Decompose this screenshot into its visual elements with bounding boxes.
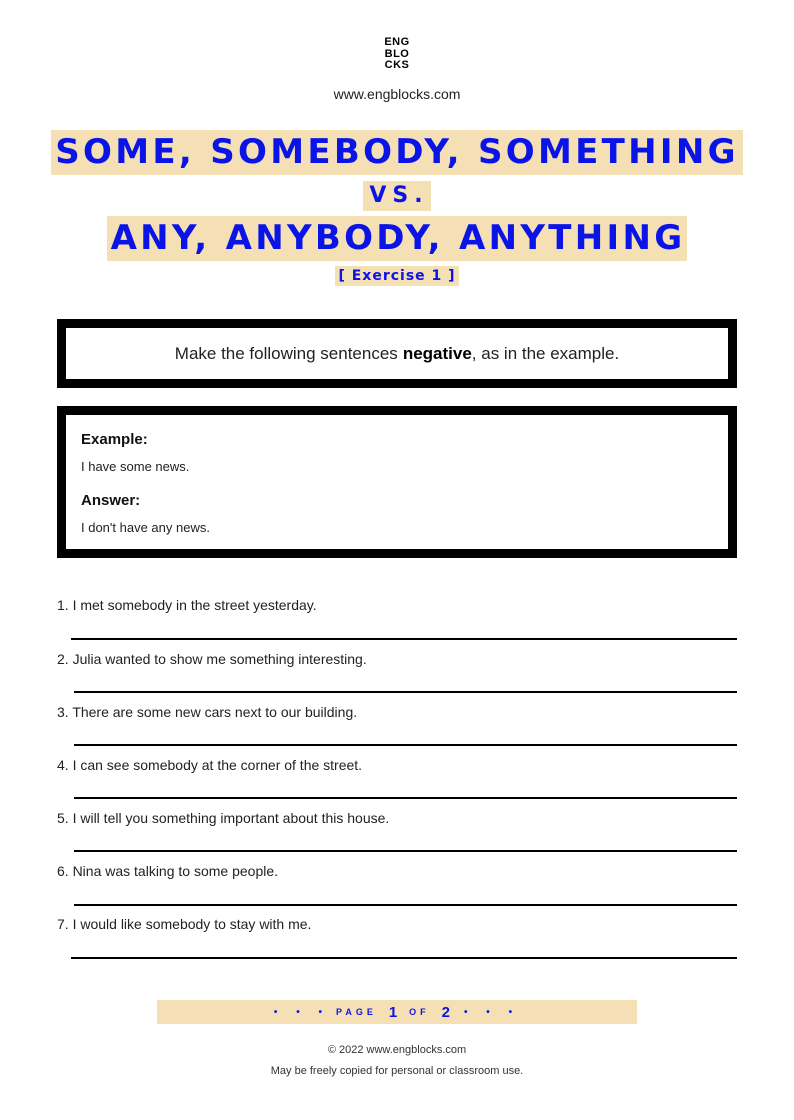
example-box bbox=[57, 406, 737, 558]
instruction-text: Make the following sentences bbox=[174, 343, 398, 363]
pager-page-label: PAGE bbox=[335, 1007, 377, 1017]
instruction-bold: negative bbox=[402, 343, 472, 363]
title-line-3-wrap bbox=[0, 216, 794, 261]
pager-dots-right: • • • bbox=[464, 1006, 521, 1018]
instruction-box bbox=[57, 319, 737, 388]
answer-line-2[interactable] bbox=[74, 691, 737, 693]
exercise-label-wrap bbox=[0, 266, 794, 286]
answer-line-6[interactable] bbox=[74, 904, 737, 906]
title-line-1-wrap bbox=[0, 130, 794, 175]
logo-line-1: ENG bbox=[384, 36, 410, 48]
question-1: 1. I met somebody in the street yesterday. bbox=[57, 597, 317, 613]
question-5: 5. I will tell you something important about this house. bbox=[57, 810, 390, 826]
pager-of-label: OF bbox=[409, 1007, 430, 1017]
exercise-label: [ Exercise 1 ] bbox=[335, 266, 458, 286]
site-url: www.engblocks.com bbox=[333, 86, 461, 102]
pager-dots-left: • • • bbox=[273, 1006, 330, 1018]
question-3: 3. There are some new cars next to our building. bbox=[57, 704, 358, 720]
title-line-2-wrap bbox=[0, 181, 794, 211]
title-line-3: ANY, ANYBODY, ANYTHING bbox=[107, 216, 688, 261]
footer-copyright: © 2022 www.engblocks.com bbox=[327, 1044, 467, 1056]
title-versus: VS. bbox=[363, 181, 430, 211]
logo-line-3: CKS bbox=[384, 59, 410, 71]
question-6: 6. Nina was talking to some people. bbox=[57, 863, 279, 879]
pager-current-page: 1 bbox=[388, 1003, 398, 1021]
engblocks-logo bbox=[0, 37, 794, 72]
answer-line-1[interactable] bbox=[71, 638, 737, 640]
instruction-text-end: , as in the example. bbox=[471, 343, 620, 363]
footer-license: May be freely copied for personal or classroom use. bbox=[270, 1065, 524, 1077]
title-line-1: SOME, SOMEBODY, SOMETHING bbox=[51, 130, 743, 175]
example-label: Example: bbox=[81, 431, 148, 448]
page-indicator bbox=[157, 1000, 637, 1024]
answer-line-3[interactable] bbox=[74, 744, 737, 746]
answer-label: Answer: bbox=[81, 492, 141, 509]
question-2: 2. Julia wanted to show me something interesting. bbox=[57, 651, 367, 667]
question-7: 7. I would like somebody to stay with me. bbox=[57, 916, 312, 932]
example-sentence: I have some news. bbox=[81, 459, 190, 474]
pager-total-pages: 2 bbox=[441, 1003, 451, 1021]
logo-line-2: BLO bbox=[384, 47, 410, 60]
answer-line-5[interactable] bbox=[74, 850, 737, 852]
question-4: 4. I can see somebody at the corner of the street. bbox=[57, 757, 363, 773]
answer-line-4[interactable] bbox=[74, 797, 737, 799]
answer-line-7[interactable] bbox=[71, 957, 737, 959]
answer-sentence: I don't have any news. bbox=[81, 520, 210, 535]
